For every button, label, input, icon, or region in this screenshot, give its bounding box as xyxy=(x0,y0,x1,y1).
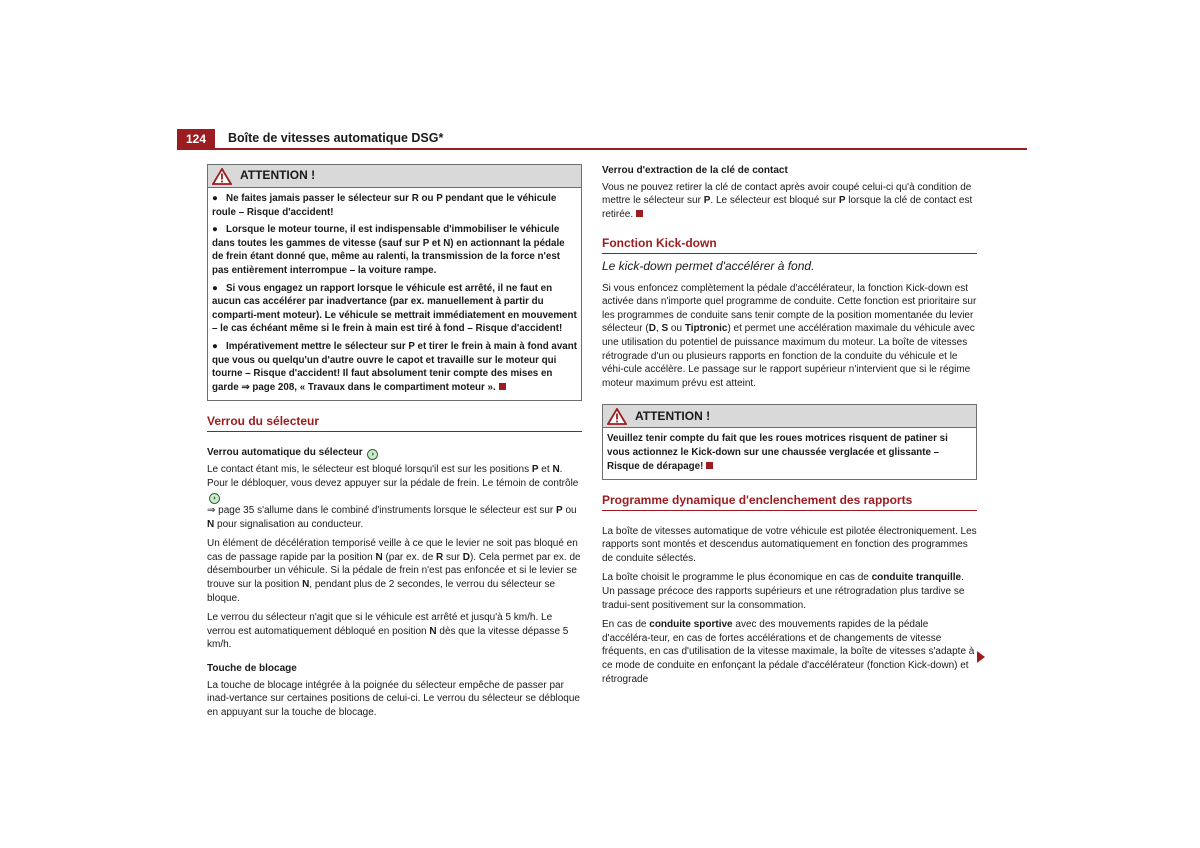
warning-item: ● Impérativement mettre le sélecteur sur P et tirer le frein à main à fond avant que vous ou quelqu'un d'autre ouvre le capot et travaille sur le moteur qui tourne – Risque d'accident! Il faut absolument tenir compte des mises en garde ⇒ page 208, « Travaux dans le compartiment moteur ». xyxy=(212,340,578,393)
warning-text: Veuillez tenir compte du fait que les roues motrices risquent de patiner si vous actionnez le Kick-down sur une chaussée verglacée et glissante – Risque de dérapage! xyxy=(607,433,948,472)
warning-title: ATTENTION ! xyxy=(240,168,316,183)
selector-lock-icon: ◗ xyxy=(209,493,220,504)
warning-box xyxy=(602,404,977,480)
page-number: 124 xyxy=(177,129,215,149)
warning-body xyxy=(208,188,581,400)
warning-box xyxy=(207,164,582,401)
subsection-title: Verrou d'extraction de la clé de contact xyxy=(602,165,788,176)
subsection-title: Touche de blocage xyxy=(207,663,297,675)
warning-item: ● Si vous engagez un rapport lorsque le véhicule est arrêté, il ne faut en aucun cas accélérer par inadvertance (par ex. manuellement à partir du comparti-ment moteur). Le véhicule se mettrait immédiatement en mouvement – le cas échéant même si le frein à main est tiré à fond – Risque d'accident! xyxy=(212,282,577,335)
warning-triangle-icon xyxy=(212,168,232,185)
paragraph: Vous ne pouvez retirer la clé de contact après avoir coupé celui-ci qu'à condition de mettre le sélecteur sur P. Le sélecteur est bloqué sur P lorsque la clé de contact est retirée. xyxy=(602,181,973,220)
paragraph: La boîte choisit le programme le plus économique en cas de conduite tranquille. Un passage précoce des rapports supérieurs et une rétrogradation plus tardive se tradui-sent positivement sur la consommation. xyxy=(602,572,965,611)
continue-arrow-icon xyxy=(977,651,985,663)
bullet-icon: ● xyxy=(212,282,218,294)
warning-item: ● Ne faites jamais passer le sélecteur sur R ou P pendant que le véhicule roule – Risque d'accident! xyxy=(212,193,557,218)
selector-lock-icon: ◗ xyxy=(367,449,378,460)
header-rule xyxy=(177,148,1027,150)
paragraph: Un élément de décélération temporisé veille à ce que le levier ne soit pas bloqué en cas de passage rapide par la position N (par ex. de R sur D). Cela permet par ex. de désembourber un véhicule. Si la pédale de frein n'est pas enfoncée et si le levier se trouve sur la position N, pendant plus de 2 secondes, le verrou du sélecteur se bloque. xyxy=(207,538,581,604)
warning-triangle-icon xyxy=(607,408,627,425)
section-title-kickdown: Fonction Kick-down xyxy=(602,237,977,254)
right-column xyxy=(602,164,977,692)
warning-header xyxy=(208,165,581,188)
bullet-icon: ● xyxy=(212,340,218,352)
paragraph: Le contact étant mis, le sélecteur est bloqué lorsqu'il est sur les positions P et N. Pour le débloquer, vous devez appuyer sur la pédale de frein. Le témoin de contrôle ◗ ⇒ page 35 s'allume dans le combiné d'instruments lorsque le sélecteur est sur P ou N pour signalisation au conducteur. xyxy=(207,463,579,530)
bullet-icon: ● xyxy=(212,224,218,236)
section-intro: Le kick-down permet d'accélérer à fond. xyxy=(602,258,815,273)
warning-body xyxy=(603,428,976,479)
paragraph: La touche de blocage intégrée à la poignée du sélecteur empêche de passer par inad-vertance sur certaines positions de celui-ci. Le verrou du sélecteur se débloque en appuyant sur la touche de blocage. xyxy=(207,679,580,718)
bullet-icon: ● xyxy=(212,193,218,204)
warning-title: ATTENTION ! xyxy=(635,408,711,423)
section-title-programme: Programme dynamique d'enclenchement des rapports xyxy=(602,494,977,511)
left-column xyxy=(207,164,582,725)
end-mark-icon xyxy=(499,383,506,390)
paragraph: Le verrou du sélecteur n'agit que si le véhicule est arrêté et jusqu'à 5 km/h. Le verrou est automatiquement débloqué en position N dès que la vitesse dépasse 5 km/h. xyxy=(207,612,569,651)
warning-header xyxy=(603,405,976,428)
chapter-title: Boîte de vitesses automatique DSG* xyxy=(228,131,444,145)
paragraph: En cas de conduite sportive avec des mouvements rapides de la pédale d'accéléra-teur, en cas de fortes accélérations et de changements de vitesse fréquents, en cas d'utilisation de la vitesse maximale, la boîte de vitesses s'adapte à ce mode de conduite en enfonçant la pédale d'accélérateur (fonction Kick-down) et rétrograde xyxy=(602,619,975,685)
subsection-title: Verrou automatique du sélecteur ◗ xyxy=(207,446,582,460)
end-mark-icon xyxy=(636,210,643,217)
paragraph: Si vous enfoncez complètement la pédale d'accélérateur, la fonction Kick-down est activée dans n'importe quel programme de conduite. Cette fonction est prioritaire sur les programmes de conduite sans tenir compte de la position momentanée du levier sélecteur (D, S ou Tiptronic) et permet une accélération maximale du véhicule avec une utilisation du potentiel de puissance maximum du moteur. La boîte de vitesses rétrograde d'un ou plusieurs rapports en fonction de la conduite du véhicule et le véhi-cule accélère. Le passage sur le rapport supérieur n'intervient que si le régime moteur maximum prévu est atteint. xyxy=(602,282,977,389)
paragraph: La boîte de vitesses automatique de votre véhicule est pilotée électroniquement. Les rapports sont montés et descendus automatiquement en fonction des programmes de conduite sélectés. xyxy=(602,525,977,564)
end-mark-icon xyxy=(706,462,713,469)
warning-item: ● Lorsque le moteur tourne, il est indispensable d'immobiliser le véhicule dans toutes les gammes de vitesse (sauf sur P et N) en actionnant la pédale de frein étant donné que, même au ralenti, la transmission de la force n'est pas entièrement interrompue – la voiture rampe. xyxy=(212,224,565,276)
section-title-verrou: Verrou du sélecteur xyxy=(207,415,582,432)
